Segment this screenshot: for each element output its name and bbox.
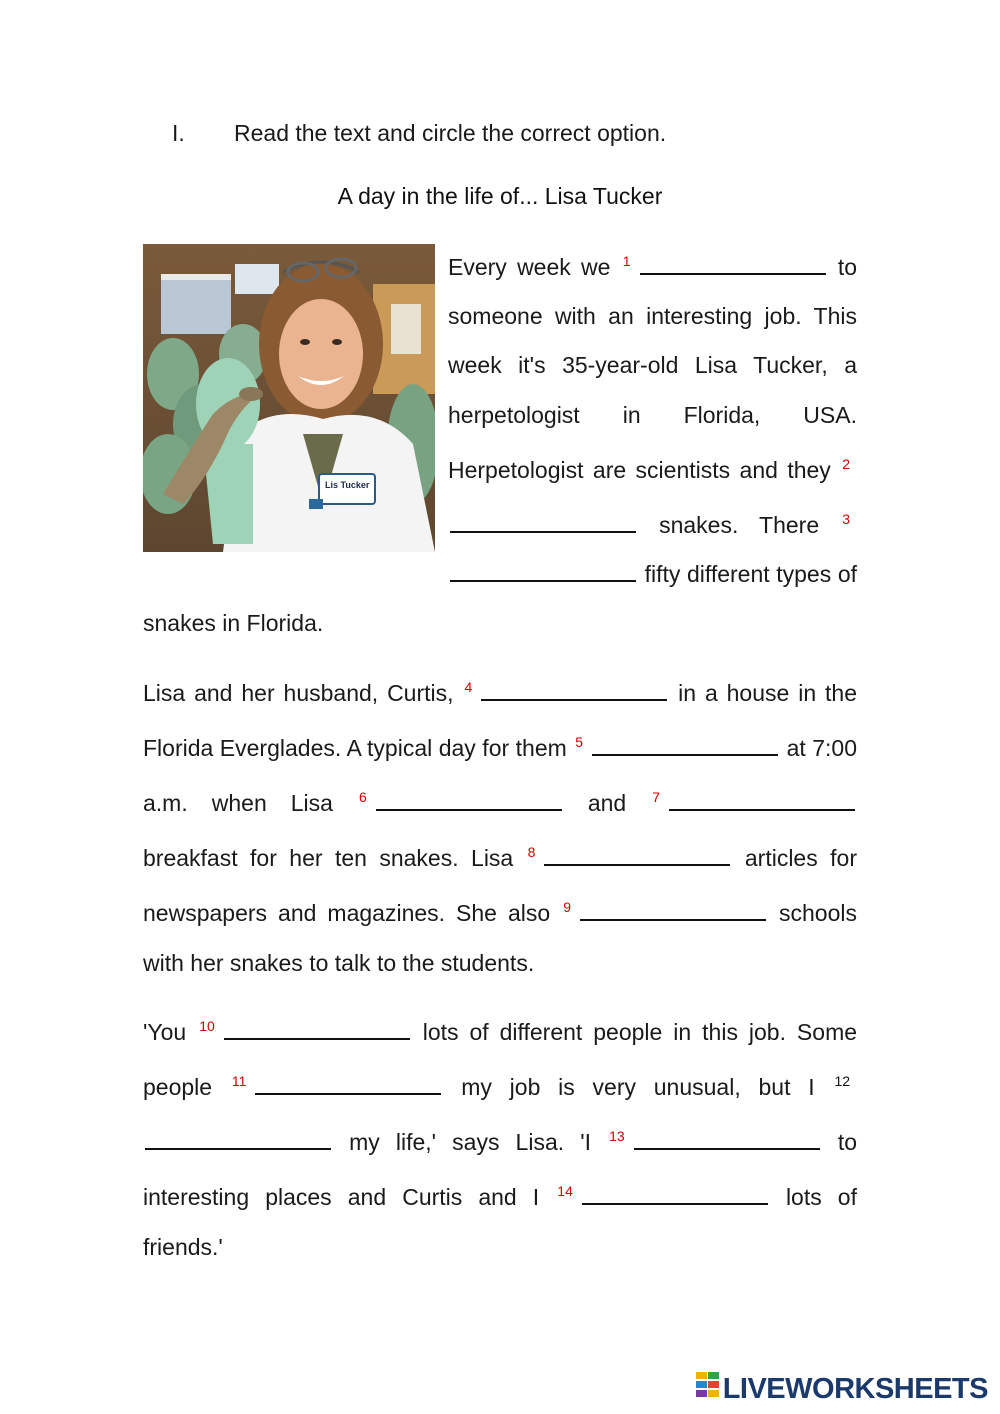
text-segment: at 7:00 a.m. when Lisa [143,734,858,817]
gap-number-1: 1 [622,253,631,269]
gap-number-9: 9 [563,899,571,916]
gap-number-7: 7 [652,789,661,806]
liveworksheets-icon [696,1372,720,1406]
paragraph-3 [143,1002,857,1272]
text-segment: Lisa and her husband, Curtis, [143,679,454,706]
page-title: A day in the life of... Lisa Tucker [337,183,663,209]
text-segment: articles for newspapers and magazines. She also [143,845,857,927]
gap-number-8: 8 [527,844,536,861]
gap-number-4: 4 [464,678,473,695]
gap-number-6: 6 [358,789,367,806]
text-segment: in a house in the Florida Everglades. A typical day for them [143,679,857,761]
answer-blank-13[interactable] [634,1128,820,1150]
answer-blank-5[interactable] [592,734,778,756]
photo-space [143,237,448,553]
text-segment: breakfast for her ten snakes. Lisa [143,845,514,872]
instruction-text: Read the text and circle the correct option. [234,120,667,146]
gap-number-14: 14 [557,1183,573,1200]
text-segment: Every week we [448,254,611,280]
answer-blank-4[interactable] [481,679,667,701]
answer-blank-14[interactable] [582,1183,768,1205]
answer-blank-1[interactable] [640,253,826,275]
gap-number-13: 13 [609,1128,625,1145]
text-segment: to interesting places and Curtis and I [143,1129,858,1211]
text-segment: snakes. There [659,512,820,539]
answer-blank-2[interactable] [450,511,636,533]
liveworksheets-logo [696,1374,988,1404]
text-segment: my life,' says Lisa. 'I [349,1129,592,1156]
text-segment: to someone with an interesting job. This week it's 35-year-old Lisa Tucker, a herpetologist in Florida, USA. Herpetologist are scientists and they [448,254,857,483]
gap-number-5: 5 [575,733,584,750]
answer-blank-12[interactable] [145,1128,331,1150]
text-segment: schools with her snakes to talk to the students. [143,900,857,976]
gap-number-3: 3 [842,511,851,528]
badge-name: Lis Tucker [325,480,370,490]
answer-blank-6[interactable] [376,789,562,811]
text-segment: and [587,790,627,817]
text-segment: lots of friends.' [143,1184,857,1260]
instruction-number: I. [172,120,185,146]
answer-blank-7[interactable] [669,789,855,811]
text-segment: fifty different types of snakes in Florida. [143,561,857,637]
text-segment: lots of different people in this job. Some people [143,1018,858,1101]
answer-blank-8[interactable] [544,844,730,866]
brand-text: LIVEWORKSHEETS [722,1372,988,1405]
gap-number-10: 10 [199,1017,215,1034]
instruction [172,120,666,147]
gap-number-12: 12 [834,1073,851,1090]
answer-blank-9[interactable] [580,899,766,921]
text-segment: my job is very unusual, but I [461,1074,815,1101]
answer-blank-11[interactable] [255,1073,441,1095]
gap-number-2: 2 [842,455,850,472]
answer-blank-3[interactable] [450,560,636,582]
text-segment: 'You [143,1018,187,1045]
answer-blank-10[interactable] [224,1018,410,1040]
gap-number-11: 11 [231,1073,247,1090]
paragraph-2 [143,663,857,988]
reading-text [143,237,857,1272]
